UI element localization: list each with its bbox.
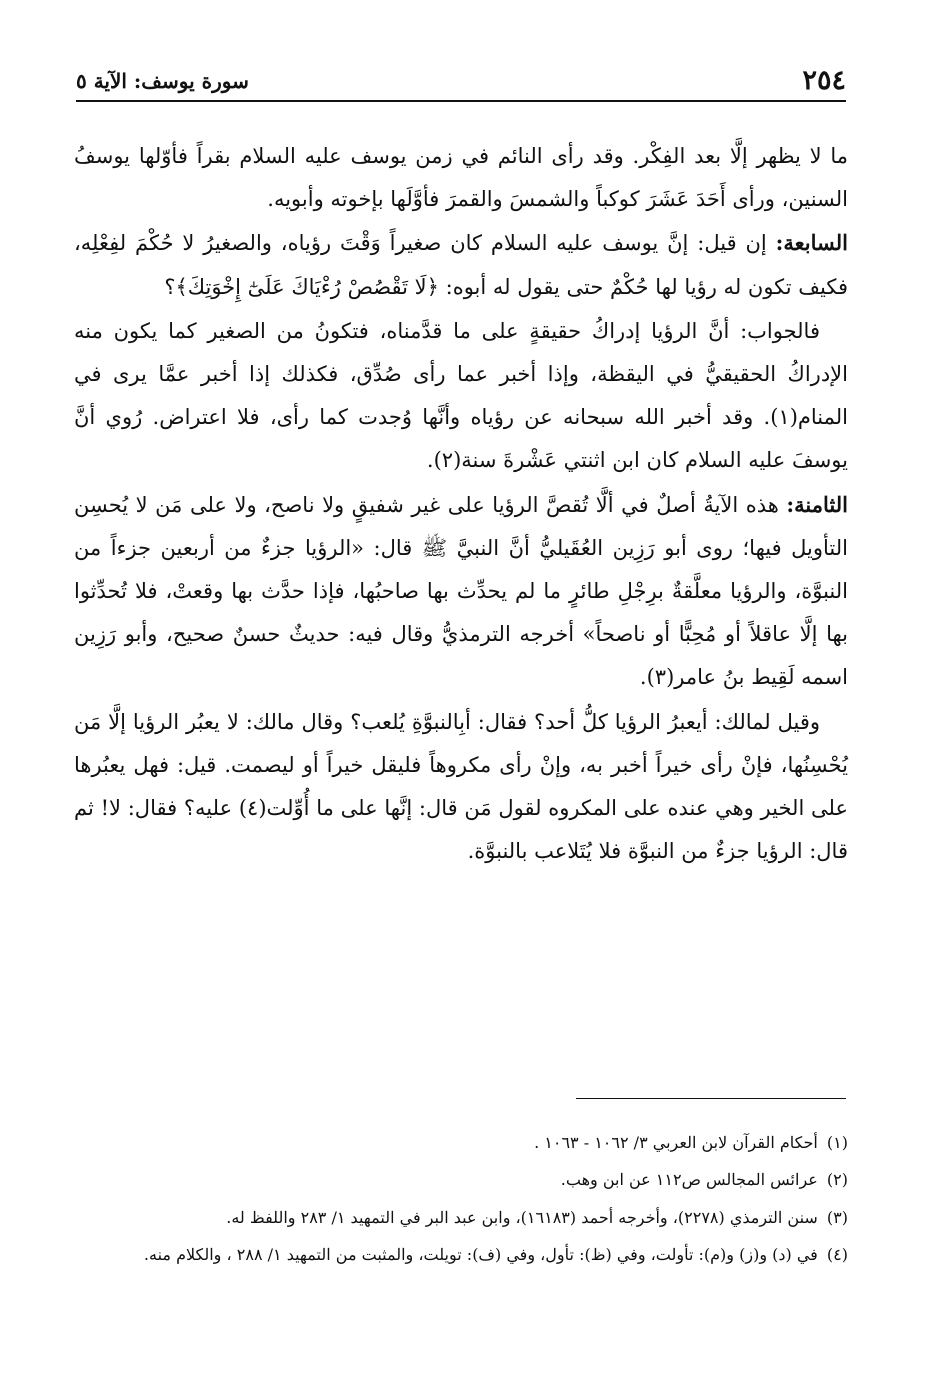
footnote <box>74 1161 848 1198</box>
paragraph <box>74 221 848 308</box>
body-text <box>74 134 848 873</box>
footnote-text: سنن الترمذي (٢٢٧٨)، وأخرجه أحمد (١٦١٨٣)، وابن عبد البر في التمهيد ١/ ٢٨٣ واللفظ له. <box>226 1207 818 1227</box>
paragraph <box>74 700 848 874</box>
paragraph <box>74 483 848 700</box>
page-header <box>76 62 846 96</box>
paragraph-text: وقيل لمالك: أيعبرُ الرؤيا كلُّ أحد؟ فقال: أبِالنبوَّةِ يُلعب؟ وقال مالك: لا يعبُر الرؤيا إلَّا مَن يُحْسِنُها، فإنْ رأى خيراً أخبر به، وإنْ رأى مكروهاً فليقل خيراً أو ليصمت. قيل: فهل يعبُرها على الخير وهي عنده على المكروه لقول مَن قال: إنَّها على ما أُوِّلت(٤) عليه؟ فقال: لا! ثم قال: الرؤيا جزءٌ من النبوَّة فلا يُتَلاعب بالنبوَّة. <box>74 709 849 864</box>
footnote-number: (٢) <box>826 1170 848 1190</box>
paragraph-text: فالجواب: أنَّ الرؤيا إدراكُ حقيقةٍ على ما قدَّمناه، فتكونُ من الصغير كما يكون منه الإدراكُ الحقيقيُّ في اليقظة، وإذا أخبر عما رأى صُدِّق، فكذلك إذا أخبر عمَّا يرى في المنام(١). وقد أخبر الله سبحانه عن رؤياه وأنَّها وُجدت كما رأى، فلا اعتراض. رُوي أنَّ يوسفَ عليه السلام كان ابن اثنتي عَشْرةَ سنة(٢). <box>74 318 848 473</box>
footnote-number: (١) <box>826 1133 848 1152</box>
page-number: ٢٥٤ <box>802 65 846 96</box>
paragraph-text: ما لا يظهر إلَّا بعد الفِكْر. وقد رأى النائم في زمن يوسف عليه السلام بقراً فأوّلها يوسفُ السنين، ورأى أَحَدَ عَشَرَ كوكباً والشمسَ والقمرَ فأوَّلَها بإخوته وأبويه. <box>74 144 848 212</box>
footnote <box>74 1236 848 1273</box>
footnotes <box>74 1124 848 1274</box>
paragraph-text: هذه الآيةُ أصلٌ في ألَّا تُقصَّ الرؤيا على غير شفيقٍ ولا ناصح، ولا على مَن لا يُحسِن التأويل فيها؛ روى أبو رَزِين العُقَيليُّ أنَّ النبيَّ ﷺ قال: «الرؤيا جزءٌ من أربعين جزءاً من النبوَّة، والرؤيا معلَّقةٌ برِجْلِ طائرٍ ما لم يحدِّث بها صاحبُها، فإذا حدَّث بها وقعتْ، فلا تُحدِّثوا بها إلَّا عاقلاً أو مُحِبًّا أو ناصحاً» أخرجه الترمذيُّ وقال فيه: حديثٌ حسنٌ صحيح، وأبو رَزِين اسمه لَقِيط بنُ عامر(٣). <box>74 492 848 690</box>
header-rule <box>76 100 846 102</box>
footnote-number: (٣) <box>826 1207 848 1227</box>
footnote-text: عرائس المجالس ص١١٢ عن ابن وهب. <box>560 1170 818 1190</box>
paragraph-lead: السابعة: <box>775 230 848 256</box>
footnote-text: أحكام القرآن لابن العربي ٣/ ١٠٦٢ - ١٠٦٣ . <box>534 1133 818 1152</box>
running-head: سورة يوسف: الآية ٥ <box>76 69 249 93</box>
footnote-number: (٤) <box>826 1245 848 1265</box>
footnote-rule <box>576 1098 846 1099</box>
paragraph <box>74 134 848 221</box>
paragraph <box>74 309 848 483</box>
footnote-text: في (د) و(ز) و(م): تأولت، وفي (ظ): تأول، وفي (ف): تويلت، والمثبت من التمهيد ١/ ٢٨٨ ، والكلام منه. <box>143 1245 818 1265</box>
paragraph-text: إن قيل: إنَّ يوسف عليه السلام كان صغيراً وَقْتَ رؤياه، والصغيرُ لا حُكْمَ لفِعْلِه، فكيف تكون له رؤيا لها حُكْمٌ حتى يقول له أبوه: ﴿لَا تَقْصُصْ رُءْيَاكَ عَلَىٰٓ إِخْوَتِكَ﴾؟ <box>74 231 848 299</box>
footnote <box>74 1199 848 1236</box>
paragraph-lead: الثامنة: <box>786 491 848 517</box>
footnote <box>74 1124 848 1161</box>
